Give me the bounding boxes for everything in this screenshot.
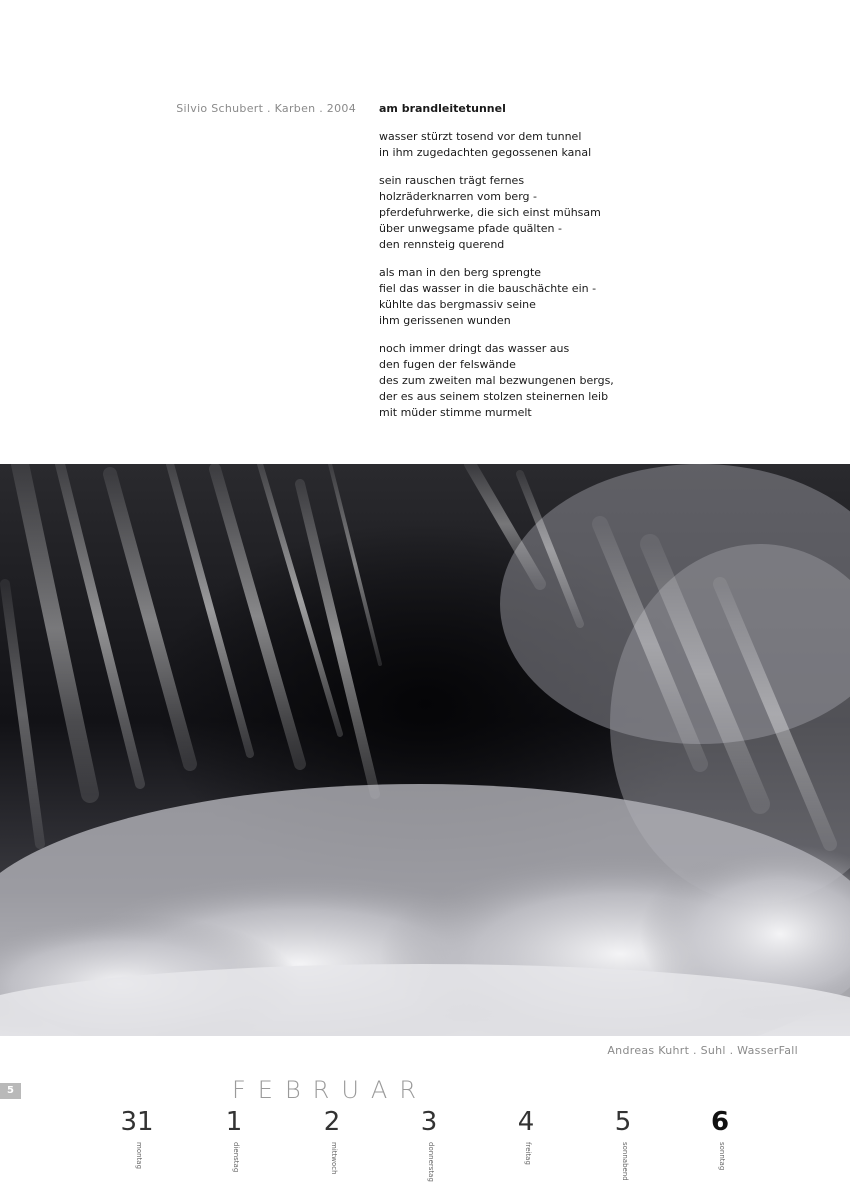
weekday-label: mittwoch bbox=[330, 1142, 338, 1175]
day-number: 1 bbox=[225, 1107, 243, 1137]
poem-stanza bbox=[379, 341, 699, 421]
poem-line: sein rauschen trägt fernes bbox=[379, 174, 525, 187]
waterfall-illustration bbox=[0, 464, 850, 1036]
poem-line: mit müder stimme murmelt bbox=[379, 406, 532, 419]
calendar-day bbox=[496, 1106, 556, 1198]
weekday-label: donnerstag bbox=[427, 1142, 435, 1182]
weekday-label: freitag bbox=[524, 1142, 532, 1165]
weekday-label: montag bbox=[135, 1142, 143, 1170]
poem-line: in ihm zugedachten gegossenen kanal bbox=[379, 146, 592, 159]
weekday-label: dienstag bbox=[232, 1142, 240, 1173]
poem-line: fiel das wasser in die bauschächte ein - bbox=[379, 282, 597, 295]
calendar-day bbox=[107, 1106, 167, 1198]
poem-line: kühlte das bergmassiv seine bbox=[379, 298, 536, 311]
day-number: 2 bbox=[323, 1107, 341, 1137]
day-number: 4 bbox=[517, 1107, 535, 1137]
weekday-label: sonntag bbox=[718, 1142, 726, 1171]
poem-line: holzräderknarren vom berg - bbox=[379, 190, 537, 203]
calendar-month: FEBRUAR bbox=[232, 1076, 429, 1104]
poem-line: über unwegsame pfade quälten - bbox=[379, 222, 562, 235]
poem-line: den rennsteig querend bbox=[379, 238, 505, 251]
calendar-day bbox=[690, 1106, 750, 1198]
waterfall-photo bbox=[0, 464, 850, 1036]
calendar-day bbox=[399, 1106, 459, 1198]
poem-line: noch immer dringt das wasser aus bbox=[379, 342, 570, 355]
day-number: 6 bbox=[710, 1107, 730, 1137]
poem bbox=[379, 101, 699, 433]
day-number: 31 bbox=[120, 1107, 154, 1137]
page-number: 5 bbox=[0, 1083, 21, 1099]
poem-stanza bbox=[379, 173, 699, 253]
day-number: 5 bbox=[614, 1107, 632, 1137]
poem-stanza bbox=[379, 129, 699, 161]
poem-line: pferdefuhrwerke, die sich einst mühsam bbox=[379, 206, 601, 219]
poem-line: als man in den berg sprengte bbox=[379, 266, 542, 279]
calendar-day bbox=[302, 1106, 362, 1198]
poem-line: den fugen der felswände bbox=[379, 358, 516, 371]
poem-line: des zum zweiten mal bezwungenen bergs, bbox=[379, 374, 614, 387]
day-number: 3 bbox=[420, 1107, 438, 1137]
poem-author-credit: Silvio Schubert . Karben . 2004 bbox=[176, 102, 356, 115]
poem-stanza bbox=[379, 265, 699, 329]
calendar-day bbox=[593, 1106, 653, 1198]
poem-line: wasser stürzt tosend vor dem tunnel bbox=[379, 130, 582, 143]
poem-line: ihm gerissenen wunden bbox=[379, 314, 511, 327]
weekday-label: sonnabend bbox=[621, 1142, 629, 1181]
poem-line: der es aus seinem stolzen steinernen leib bbox=[379, 390, 609, 403]
poem-title: am brandleitetunnel bbox=[379, 102, 506, 115]
calendar-day bbox=[204, 1106, 264, 1198]
photo-credit: Andreas Kuhrt . Suhl . WasserFall bbox=[607, 1044, 798, 1057]
